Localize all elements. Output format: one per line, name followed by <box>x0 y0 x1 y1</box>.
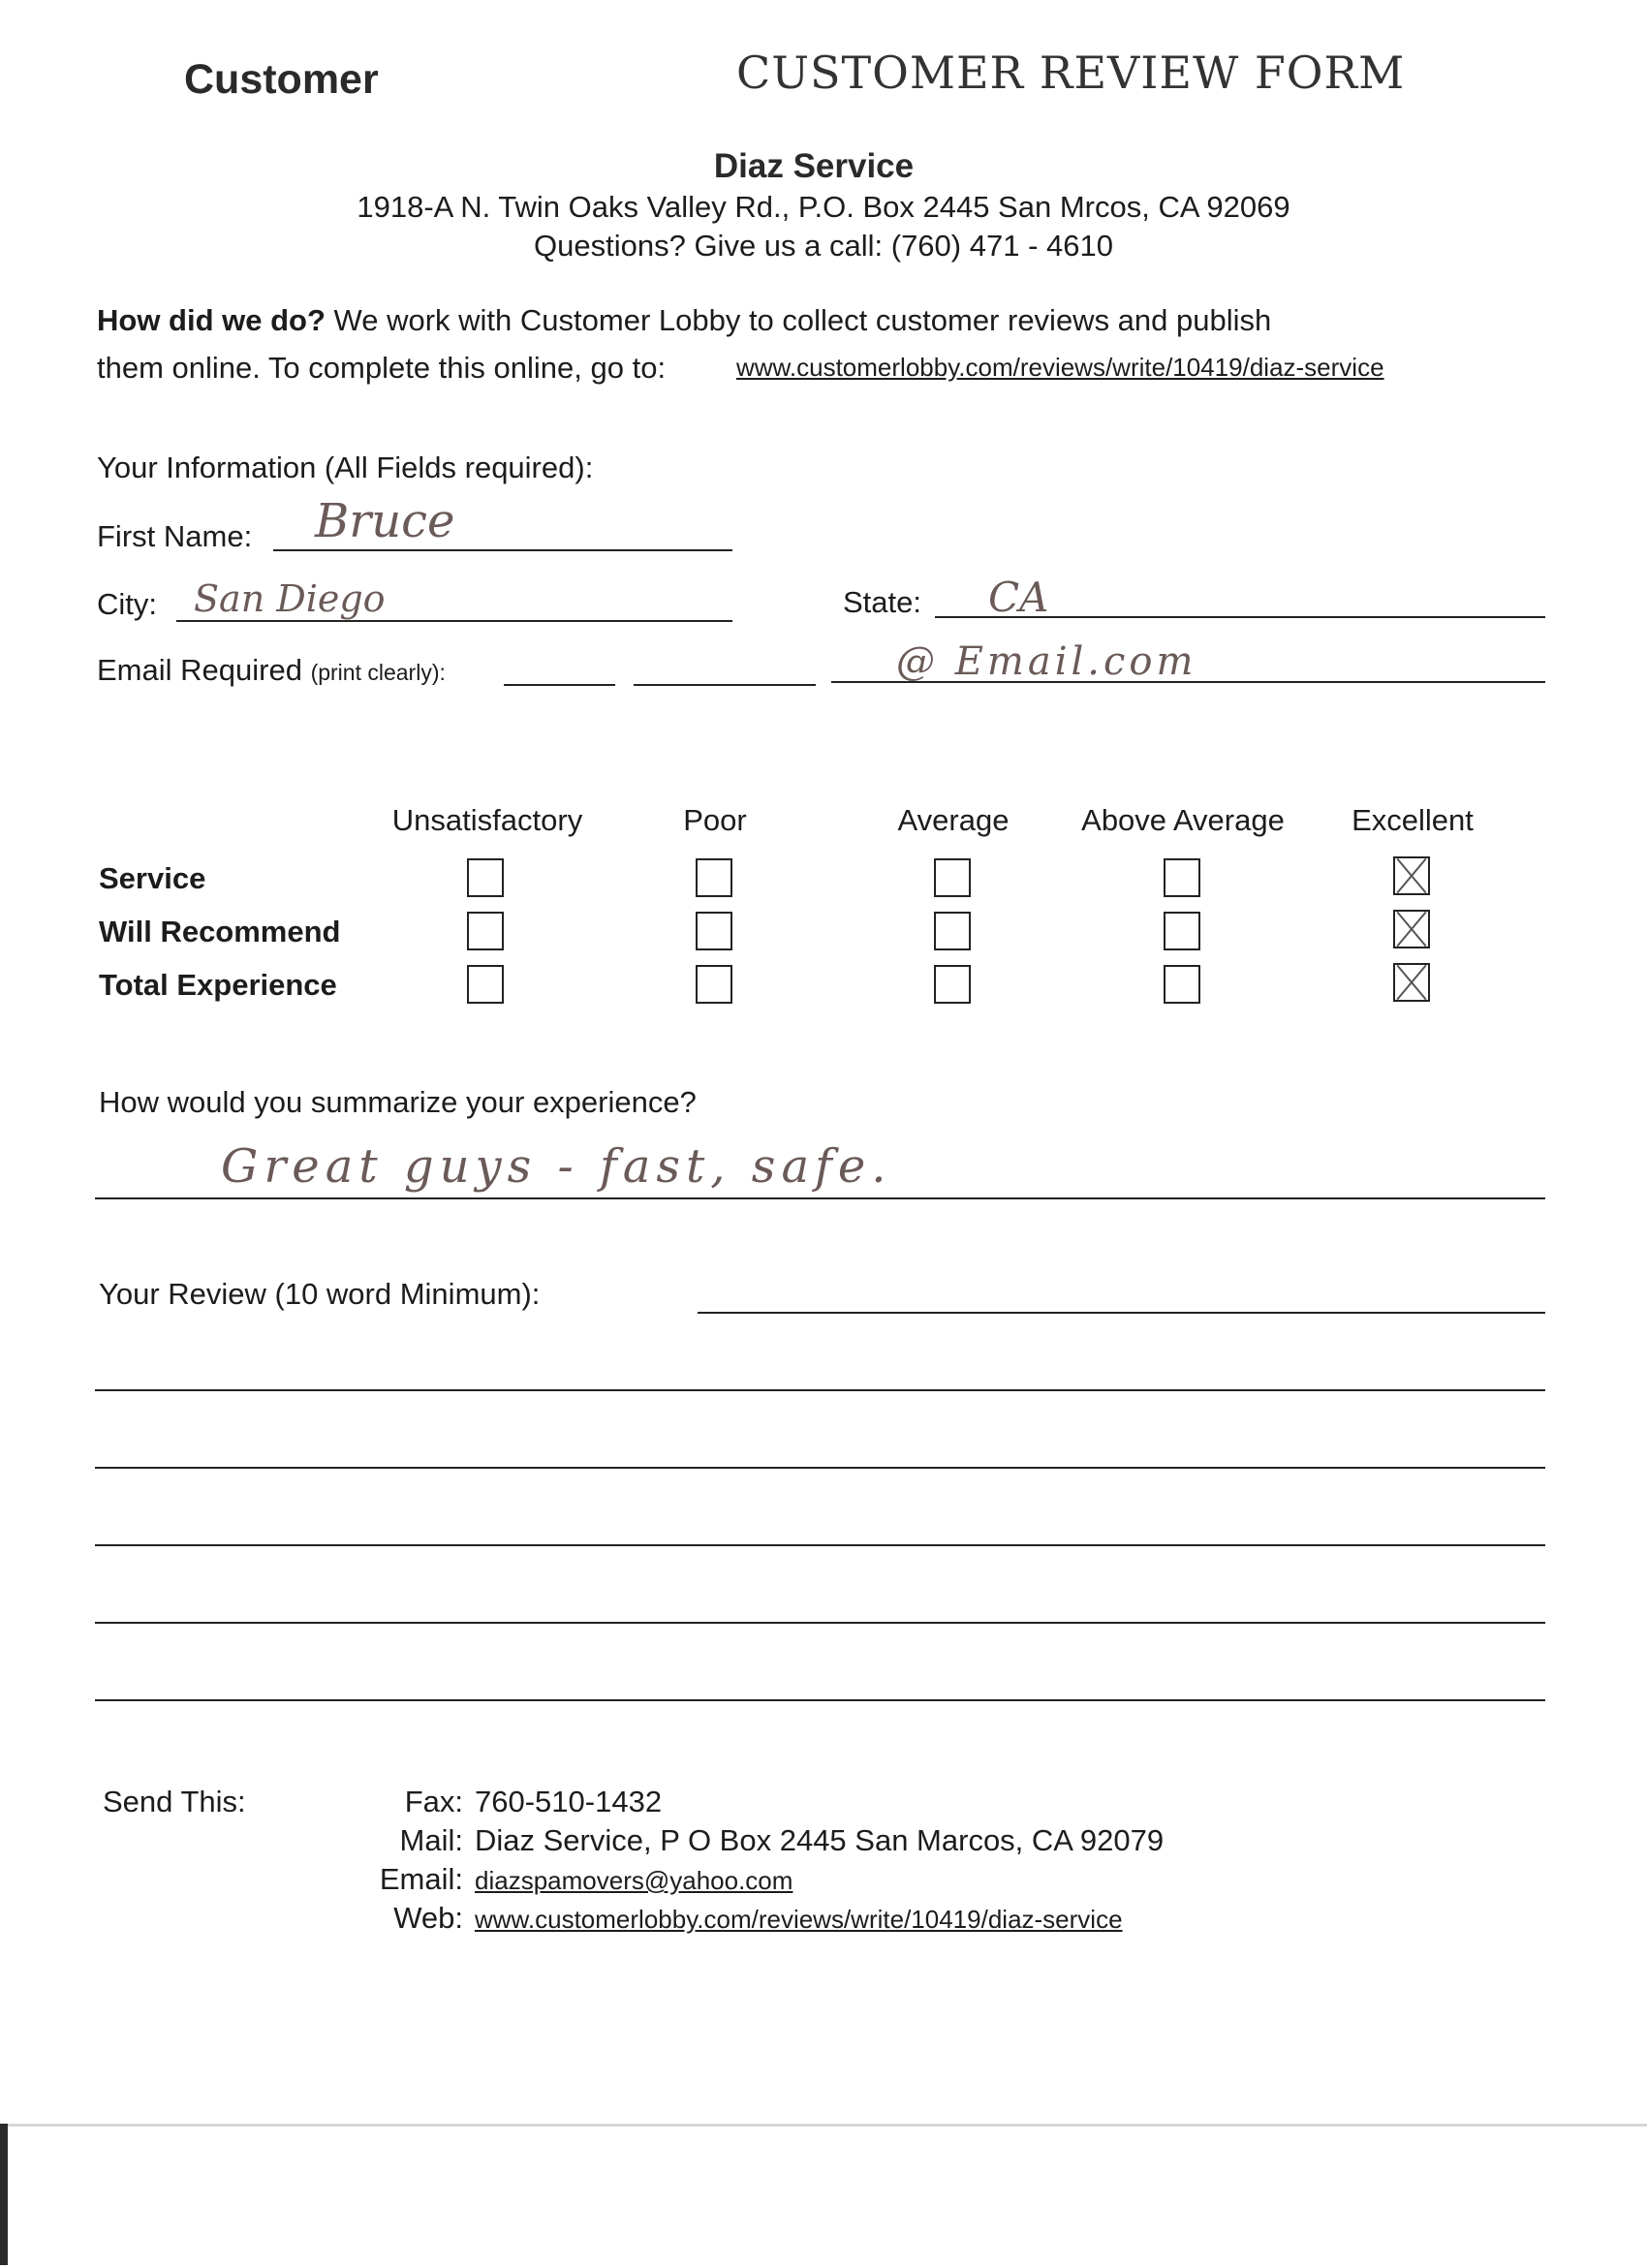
email-value[interactable]: @ Email.com <box>896 639 1197 684</box>
form-title: CUSTOMER REVIEW FORM <box>736 47 1406 99</box>
web-label: Web: <box>393 1901 463 1935</box>
page-edge <box>0 2124 1647 2268</box>
web-link[interactable]: www.customerlobby.com/reviews/write/10419/diaz-service <box>475 1905 1123 1934</box>
intro-lead: How did we do? <box>97 303 326 337</box>
city-label: City: <box>97 587 157 621</box>
row-service: Service <box>99 861 206 895</box>
col-poor: Poor <box>683 803 747 837</box>
recommend-above-average-checkbox[interactable] <box>1164 912 1200 950</box>
mail-value: Diaz Service, P O Box 2445 San Marcos, CA 92079 <box>475 1823 1165 1857</box>
review-line-1[interactable] <box>698 1312 1545 1314</box>
col-excellent: Excellent <box>1352 803 1474 837</box>
summary-line[interactable] <box>95 1197 1545 1199</box>
city-value[interactable]: San Diego <box>194 577 386 620</box>
send-label: Send This: <box>103 1785 246 1818</box>
service-excellent-checkbox[interactable] <box>1393 856 1430 895</box>
first-name-label: First Name: <box>97 519 253 553</box>
review-line-2[interactable] <box>95 1389 1545 1391</box>
col-above-average: Above Average <box>1081 803 1285 837</box>
total-unsatisfactory-checkbox[interactable] <box>467 965 504 1004</box>
intro-text: We work with Customer Lobby to collect customer reviews and publish <box>325 303 1272 337</box>
fax-label: Fax: <box>404 1785 463 1818</box>
page-edge-shadow <box>0 2124 8 2265</box>
fax-value: 760-510-1432 <box>475 1785 663 1818</box>
email-line-2[interactable] <box>634 684 816 686</box>
email-hint: (print clearly): <box>310 660 446 685</box>
total-average-checkbox[interactable] <box>934 965 971 1004</box>
email-line-1[interactable] <box>504 684 615 686</box>
service-unsatisfactory-checkbox[interactable] <box>467 858 504 897</box>
email-contact-link[interactable]: diazspamovers@yahoo.com <box>475 1866 793 1895</box>
row-total-experience: Total Experience <box>99 968 337 1002</box>
city-line[interactable] <box>176 620 732 622</box>
company-phone: Questions? Give us a call: (760) 471 - 4610 <box>534 229 1113 263</box>
state-label: State: <box>843 585 921 619</box>
summary-question: How would you summarize your experience? <box>99 1085 697 1119</box>
corner-label: Customer <box>184 56 379 103</box>
review-url-link[interactable]: www.customerlobby.com/reviews/write/10419/diaz-service <box>736 353 1384 382</box>
company-address: 1918-A N. Twin Oaks Valley Rd., P.O. Box 2445 San Mrcos, CA 92069 <box>357 190 1290 224</box>
intro-line-1 <box>97 303 1271 338</box>
intro-line-2 <box>97 351 666 386</box>
recommend-poor-checkbox[interactable] <box>696 912 732 950</box>
total-above-average-checkbox[interactable] <box>1164 965 1200 1004</box>
total-excellent-checkbox[interactable] <box>1393 963 1430 1002</box>
service-above-average-checkbox[interactable] <box>1164 858 1200 897</box>
recommend-average-checkbox[interactable] <box>934 912 971 950</box>
col-unsatisfactory: Unsatisfactory <box>391 803 583 837</box>
intro-text-2: them online. To complete this online, go to: <box>97 351 667 385</box>
review-line-3[interactable] <box>95 1467 1545 1469</box>
mail-label: Mail: <box>399 1823 463 1857</box>
recommend-unsatisfactory-checkbox[interactable] <box>467 912 504 950</box>
state-value[interactable]: CA <box>988 574 1049 621</box>
service-average-checkbox[interactable] <box>934 858 971 897</box>
email-label-text: Email Required <box>97 653 302 687</box>
row-will-recommend: Will Recommend <box>99 915 341 948</box>
review-label: Your Review (10 word Minimum): <box>99 1277 541 1311</box>
total-poor-checkbox[interactable] <box>696 965 732 1004</box>
col-average: Average <box>897 803 1010 837</box>
review-line-6[interactable] <box>95 1699 1545 1701</box>
company-name: Diaz Service <box>713 147 915 185</box>
recommend-excellent-checkbox[interactable] <box>1393 910 1430 948</box>
review-line-4[interactable] <box>95 1544 1545 1546</box>
service-poor-checkbox[interactable] <box>696 858 732 897</box>
review-line-5[interactable] <box>95 1622 1545 1624</box>
summary-answer[interactable]: Great guys - fast, safe. <box>221 1139 892 1194</box>
info-heading: Your Information (All Fields required): <box>97 450 594 484</box>
first-name-value[interactable]: Bruce <box>315 494 455 548</box>
email-label <box>97 653 446 688</box>
first-name-line[interactable] <box>273 549 732 551</box>
email-contact-label: Email: <box>379 1862 463 1896</box>
